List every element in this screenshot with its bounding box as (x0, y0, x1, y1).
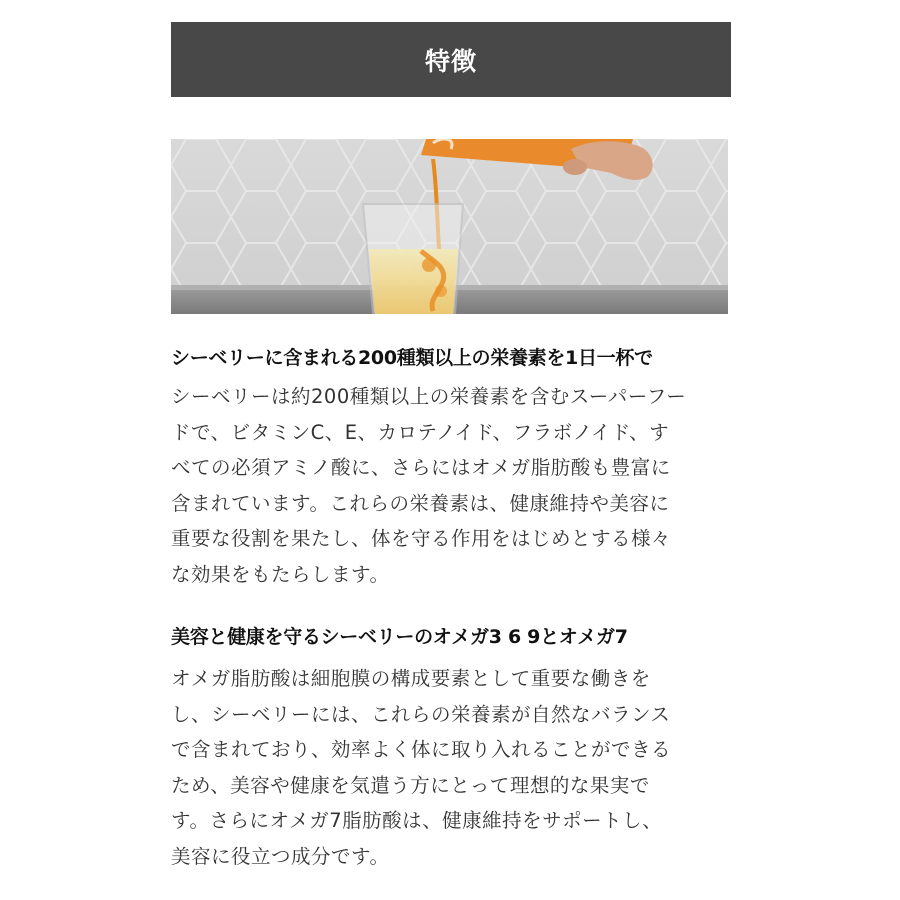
section-body-nutrients (171, 379, 733, 592)
body-line: し、シーベリーには、これらの栄養素が自然なバランス (171, 702, 671, 726)
body-line: ため、美容や健康を気遣う方にとって理想的な果実で (171, 773, 650, 797)
body-line: ドで、ビタミンC、E、カロテノイド、フラボノイド、す (171, 420, 670, 444)
body-line: べての必須アミノ酸に、さらにはオメガ脂肪酸も豊富に (171, 456, 671, 479)
section-heading-omega: 美容と健康を守るシーベリーのオメガ3 6 9とオメガ7 (171, 626, 628, 648)
body-line: オメガ脂肪酸は細胞膜の構成要素として重要な働きを (171, 667, 651, 690)
body-line: シーベリーは約200種類以上の栄養素を含むスーパーフー (171, 385, 687, 408)
body-line: 美容に役立つ成分です。 (171, 844, 390, 868)
product-photo (171, 139, 728, 314)
body-line: な効果をもたらします。 (171, 562, 390, 586)
section-header-bar (171, 22, 731, 97)
body-line: で含まれており、効率よく体に取り入れることができる (171, 738, 672, 761)
body-line: 含まれています。これらの栄養素は、健康維持や美容に (171, 491, 670, 515)
product-photo-illustration (171, 139, 728, 314)
section-title: 特徴 (424, 46, 477, 76)
body-line: す。さらにオメガ7脂肪酸は、健康維持をサポートし、 (171, 809, 663, 832)
body-line: 重要な役割を果たし、体を守る作用をはじめとする様々 (171, 527, 672, 550)
section-body-omega (171, 661, 733, 874)
section-heading-nutrients: シーベリーに含まれる200種類以上の栄養素を1日一杯で (171, 347, 653, 369)
